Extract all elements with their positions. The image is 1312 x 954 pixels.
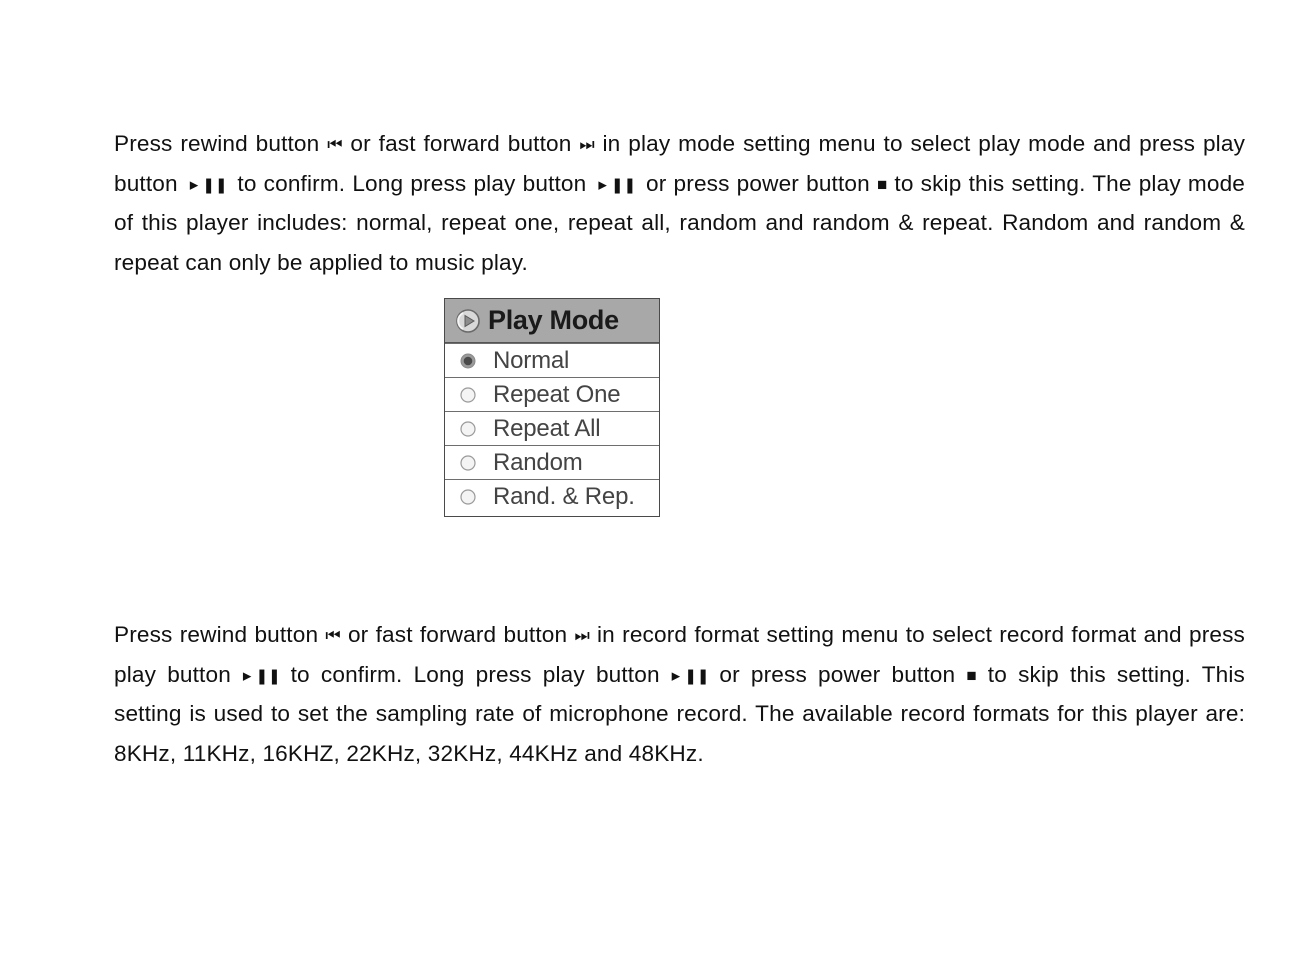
text-segment: Press rewind button <box>114 622 319 647</box>
menu-item-random[interactable] <box>445 445 659 479</box>
text-segment: to confirm. Long press play button <box>237 170 587 196</box>
text-segment: Press rewind button <box>114 131 320 156</box>
pause-icon: ❚❚ <box>255 667 281 685</box>
menu-item-label: Rand. & Rep. <box>493 482 635 510</box>
text-segment: or fast forward button <box>347 622 568 647</box>
rewind-icon: ⏮ <box>327 135 343 154</box>
menu-item-repeat-one[interactable] <box>445 377 659 411</box>
stop-square-icon: ■ <box>966 665 977 685</box>
radio-unselected-icon <box>460 455 476 471</box>
text-segment: to confirm. Long press play button <box>290 661 660 687</box>
menu-item-label: Random <box>493 448 583 476</box>
menu-header <box>445 299 659 343</box>
paragraph-record-format <box>114 615 1245 774</box>
menu-item-label: Normal <box>493 346 570 374</box>
play-mode-menu <box>444 298 660 517</box>
pause-icon: ❚❚ <box>684 667 710 685</box>
play-icon: ▸ <box>598 174 607 194</box>
menu-title: Play Mode <box>488 305 619 335</box>
menu-item-rand-rep[interactable] <box>445 479 659 513</box>
paragraph-play-mode <box>114 124 1245 283</box>
play-icon: ▸ <box>189 174 199 194</box>
text-segment: or press power button <box>719 661 956 687</box>
text-segment: or press power button <box>646 170 870 196</box>
fast-forward-icon: ⏭ <box>574 626 590 645</box>
fast-forward-icon: ⏭ <box>579 135 595 154</box>
play-icon: ▸ <box>242 665 252 685</box>
menu-item-label: Repeat All <box>493 414 601 442</box>
pause-icon: ❚❚ <box>202 176 228 194</box>
menu-item-repeat-all[interactable] <box>445 411 659 445</box>
rewind-icon: ⏮ <box>325 626 341 645</box>
text-segment: or fast forward button <box>350 131 572 156</box>
stop-square-icon: ■ <box>876 174 888 194</box>
text-segment: in play mode setting menu to select play mode and press play button <box>114 131 1246 196</box>
text-segment: to skip this setting. This setting is used to set the sampling rate of microphone record. The available record formats for this player are: 8KHz, 11KHz, 16KHZ, 22KHz, 32KHz, 44KHz and 48KHz. <box>114 661 1245 767</box>
radio-unselected-icon <box>460 489 476 505</box>
menu-item-normal[interactable] <box>445 343 659 377</box>
pause-icon: ❚❚ <box>610 176 637 194</box>
text-segment: in record format setting menu to select record format and press play button <box>114 622 1245 687</box>
play-mode-icon <box>455 308 481 334</box>
play-icon: ▸ <box>671 665 681 685</box>
radio-unselected-icon <box>460 387 476 403</box>
radio-selected-icon <box>460 353 476 369</box>
menu-item-label: Repeat One <box>493 380 621 408</box>
text-segment: to skip this setting. The play mode of this player includes: normal, repeat one, repeat all, random and random & repeat. Random and random & repeat can only be applied to music play. <box>114 170 1246 276</box>
radio-unselected-icon <box>460 421 476 437</box>
